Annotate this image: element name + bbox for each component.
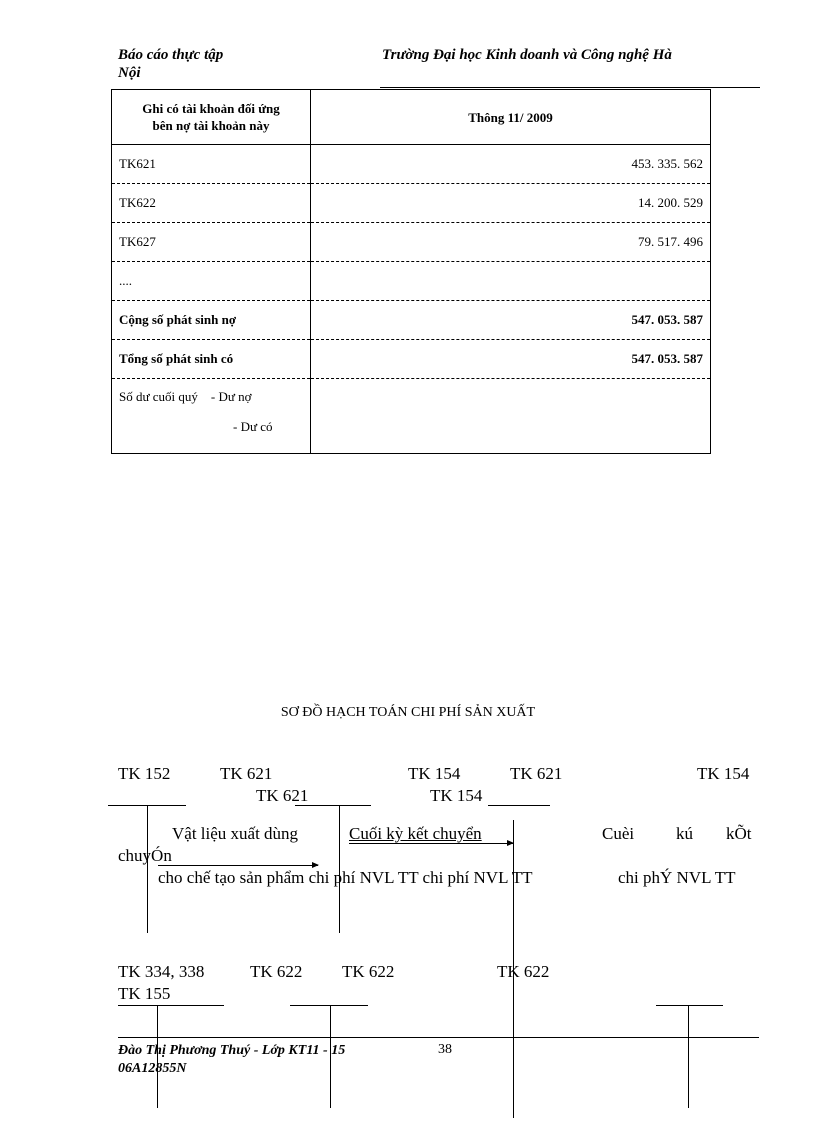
- arrow-right: [158, 865, 318, 866]
- text-ky: kú: [676, 824, 693, 843]
- table-row: [112, 184, 711, 223]
- table-row: [112, 223, 711, 262]
- ledger-header-row: [112, 90, 711, 145]
- row-label: ....: [112, 262, 311, 301]
- account-label: TK 154: [697, 764, 750, 783]
- account-label: TK 622: [342, 962, 395, 981]
- ledger-col1-header: [112, 90, 311, 145]
- account-label: TK 152: [118, 764, 171, 783]
- ledger-col2-header: Thông 11/ 2009: [311, 90, 711, 145]
- row-label: TK627: [112, 223, 311, 262]
- arrow-right: [349, 843, 513, 844]
- header-left-line1: Báo cáo thực tập: [118, 47, 224, 63]
- account-label: TK 621: [510, 764, 563, 783]
- t-account-stem: [147, 806, 148, 933]
- account-label: TK 154: [408, 764, 461, 783]
- ledger-table: [111, 89, 711, 454]
- balance-label: Số dư cuối quý: [119, 389, 198, 404]
- col1-header-line1: Ghi có tài khoản đối ứng: [142, 101, 280, 116]
- text-chi-phi-nvl: chi phÝ NVL TT: [618, 868, 736, 887]
- row-label: Cộng số phát sinh nợ: [112, 301, 311, 340]
- text-chuyen: chuyÓn: [118, 846, 172, 865]
- table-row-total-debit: [112, 301, 711, 340]
- t-account-rule: [118, 1005, 224, 1006]
- balance-credit: - Dư có: [233, 419, 273, 434]
- balance-value-cell: [311, 379, 711, 454]
- account-label: TK 154: [430, 786, 483, 805]
- row-label: TK621: [112, 145, 311, 184]
- text-cuoi: Cuèi: [602, 824, 635, 843]
- header-rule: [380, 87, 760, 88]
- footer-student-id: 06A12855N: [118, 1061, 187, 1076]
- balance-cell: [112, 379, 311, 454]
- header-left: [118, 47, 223, 64]
- text-cho-che-tao: cho chế tạo sản phẩm chi phí NVL TT chi phí NVL TT: [158, 868, 533, 887]
- t-account-rule: [488, 805, 550, 806]
- account-label: TK 621: [220, 764, 273, 783]
- t-account-rule: [295, 805, 371, 806]
- row-value: 547. 053. 587: [311, 301, 711, 340]
- account-label: TK 622: [497, 962, 550, 981]
- diagram-title: SƠ ĐỒ HẠCH TOÁN CHI PHÍ SẢN XUẤT: [280, 705, 536, 720]
- col1-header-line2: bên nợ tài khoản này: [152, 118, 270, 133]
- row-value: 79. 517. 496: [311, 223, 711, 262]
- row-value: [311, 262, 711, 301]
- account-label: TK 334, 338: [118, 962, 205, 981]
- text-ket: kÕt: [726, 824, 752, 843]
- row-value: 14. 200. 529: [311, 184, 711, 223]
- footer-rule: [118, 1037, 759, 1038]
- table-row-total-credit: [112, 340, 711, 379]
- table-row: [112, 262, 711, 301]
- header-right: Trường Đại học Kinh doanh và Công nghệ Hà: [382, 47, 672, 63]
- table-row-balance: [112, 379, 711, 454]
- text-vat-lieu: Vật liệu xuất dùng: [172, 824, 299, 843]
- t-account-rule: [656, 1005, 723, 1006]
- t-account-stem: [688, 1006, 689, 1108]
- row-value: 453. 335. 562: [311, 145, 711, 184]
- row-label: Tổng số phát sinh có: [112, 340, 311, 379]
- table-row: [112, 145, 711, 184]
- balance-debit: - Dư nợ: [210, 389, 252, 404]
- account-label: TK 622: [250, 962, 303, 981]
- row-label: TK622: [112, 184, 311, 223]
- row-value: 547. 053. 587: [311, 340, 711, 379]
- footer-author: Đào Thị Phương Thuý - Lớp KT11 - 15: [118, 1043, 346, 1058]
- page-number: 38: [438, 1042, 452, 1057]
- t-account-rule: [290, 1005, 368, 1006]
- account-label: TK 155: [118, 984, 171, 1003]
- text-cuoi-ky: Cuối kỳ kết chuyển: [349, 824, 482, 843]
- account-label: TK 621: [256, 786, 309, 805]
- header-left-line2: Nội: [118, 65, 141, 81]
